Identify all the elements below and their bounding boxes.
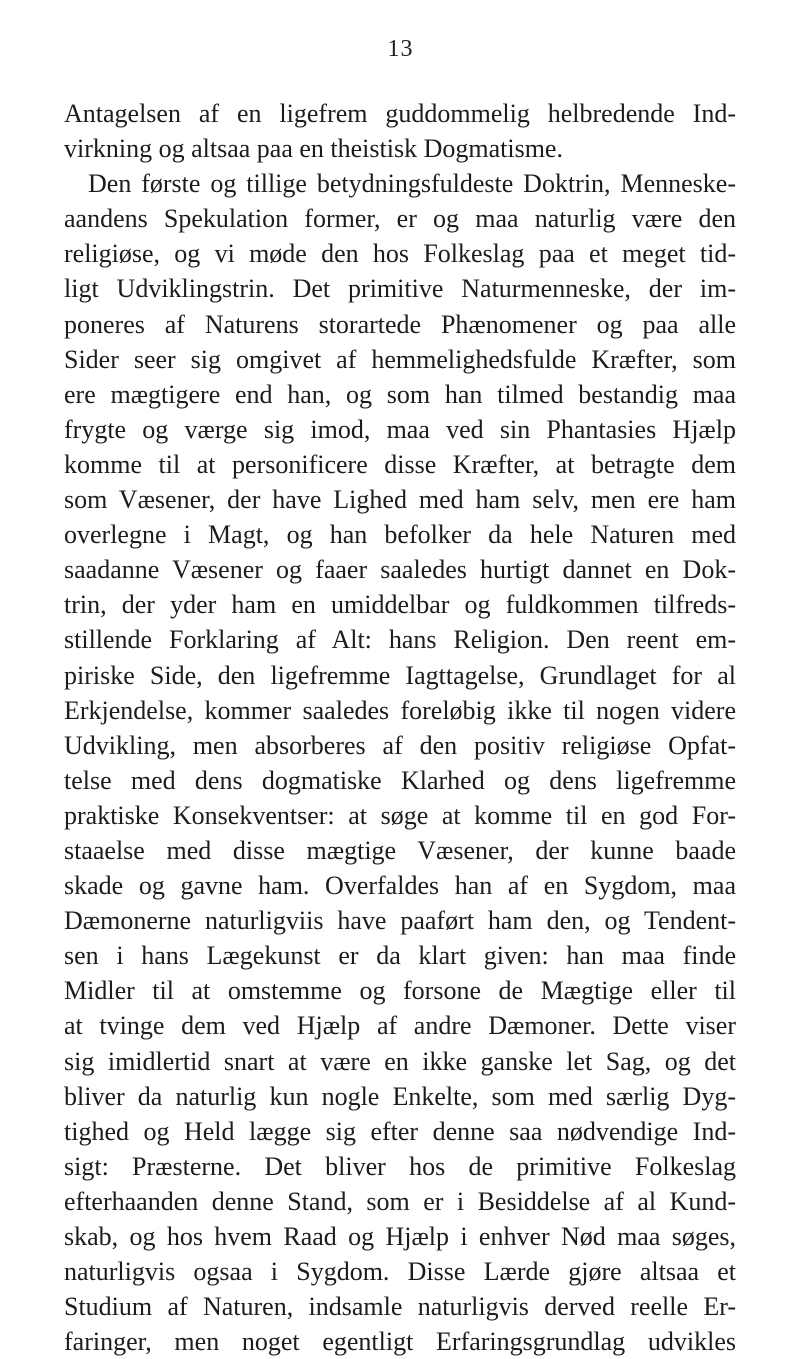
text-line: religiøse, og vi møde den hos Folkeslag paa et meget tid- (64, 239, 736, 269)
text-line: faringer, men noget egentligt Erfaringsgrundlag udvikles (64, 1327, 736, 1357)
text-line: skade og gavne ham. Overfaldes han af en Sygdom, maa (64, 871, 736, 901)
text-line: Erkjendelse, kommer saaledes foreløbig ikke til nogen videre (64, 695, 736, 725)
text-line: virkning og altsaa paa en theistisk Dogmatisme. (64, 134, 563, 164)
text-line: Dæmonerne naturligviis have paaført ham den, og Tendent- (64, 906, 736, 936)
text-line: Antagelsen af en ligefrem guddommelig helbredende Ind- (64, 99, 736, 128)
text-line: Den første og tillige betydningsfuldeste Doktrin, Menneske- (88, 169, 736, 199)
text-line: sigt: Præsterne. Det bliver hos de primitive Folkeslag (64, 1151, 736, 1181)
text-line: ligt Udviklingstrin. Det primitive Naturmenneske, der im- (64, 274, 736, 304)
text-line: skab, og hos hvem Raad og Hjælp i enhver Nød maa søges, (64, 1222, 736, 1251)
text-line: bliver da naturlig kun nogle Enkelte, som med særlig Dyg- (64, 1081, 736, 1111)
text-line: piriske Side, den ligefremme Iagttagelse, Grundlaget for al (64, 660, 736, 690)
text-line: Studium af Naturen, indsamle naturligvis derved reelle Er- (64, 1292, 736, 1322)
text-line: at tvinge dem ved Hjælp af andre Dæmoner. Dette viser (64, 1011, 736, 1041)
text-line: komme til at personificere disse Kræfter, at betragte dem (64, 449, 736, 479)
text-line: sen i hans Lægekunst er da klart given: han maa finde (64, 941, 736, 971)
text-line: staaelse med disse mægtige Væsener, der kunne baade (64, 835, 736, 865)
text-line: praktiske Konsekventser: at søge at komme til en god For- (64, 800, 736, 830)
text-line: naturligvis ogsaa i Sygdom. Disse Lærde gjøre altsaa et (64, 1257, 736, 1287)
text-line: frygte og værge sig imod, maa ved sin Phantasies Hjælp (64, 414, 736, 444)
body-text (64, 96, 736, 1359)
text-line: telse med dens dogmatiske Klarhed og dens ligefremme (64, 765, 736, 795)
text-line: Sider seer sig omgivet af hemmelighedsfulde Kræfter, som (64, 344, 736, 374)
page-number: 13 (387, 36, 414, 62)
text-line: tighed og Held lægge sig efter denne saa nødvendige Ind- (64, 1116, 736, 1146)
text-line: Udvikling, men absorberes af den positiv religiøse Opfat- (64, 730, 736, 760)
text-line: stillende Forklaring af Alt: hans Religion. Den reent em- (64, 625, 736, 655)
text-line: poneres af Naturens storartede Phænomener og paa alle (64, 309, 736, 339)
text-line: efterhaanden denne Stand, som er i Besiddelse af al Kund- (64, 1186, 736, 1216)
text-line: trin, der yder ham en umiddelbar og fuldkommen tilfreds- (64, 590, 736, 620)
text-line: som Væsener, der have Lighed med ham selv, men ere ham (64, 485, 736, 515)
text-line: aandens Spekulation former, er og maa naturlig være den (64, 204, 736, 234)
text-line: ere mægtigere end han, og som han tilmed bestandig maa (64, 379, 736, 409)
text-line: saadanne Væsener og faaer saaledes hurtigt dannet en Dok- (64, 555, 736, 585)
text-line: sig imidlertid snart at være en ikke ganske let Sag, og det (64, 1046, 736, 1076)
text-line: overlegne i Magt, og han befolker da hele Naturen med (64, 520, 736, 550)
text-line: Midler til at omstemme og forsone de Mægtige eller til (64, 976, 736, 1006)
